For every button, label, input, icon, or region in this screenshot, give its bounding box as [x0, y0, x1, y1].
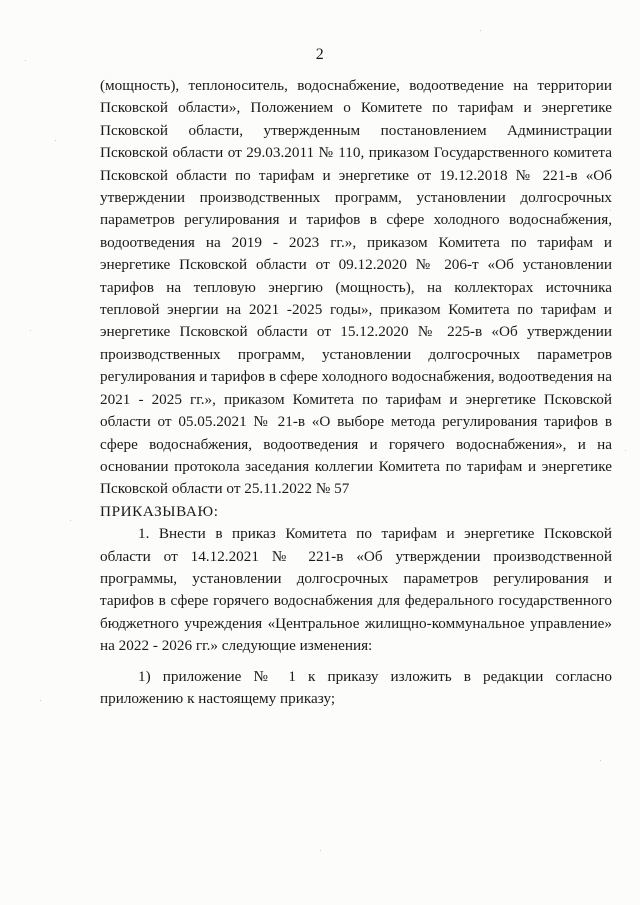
scan-speck: [25, 60, 26, 61]
scan-speck: [40, 700, 41, 701]
scan-speck: [610, 210, 611, 211]
subpoint-1-paragraph: 1) приложение № 1 к приказу изложить в редакции согласно приложению к настоящему приказу;: [100, 667, 612, 707]
page-number: 2: [315, 46, 325, 63]
scan-speck: [320, 850, 321, 851]
scan-speck: [55, 140, 56, 141]
scan-speck: [625, 450, 626, 451]
order-word: ПРИКАЗЫВАЮ:: [100, 502, 219, 520]
point-1-paragraph: 1. Внести в приказ Комитета по тарифам и энергетике Псковской области от 14.12.2021 № 221-в «Об утверждении производственной программы, установлении долгосрочных параметров регулирования и тарифов в сфере горячего водоснабжения для федерального государственного бюджетного учреждения «Центральное жилищно-коммунальное управление» на 2022 - 2026 гг.» следующие изменения:: [100, 525, 612, 655]
scan-speck: [70, 520, 71, 521]
scan-speck: [600, 760, 601, 761]
scan-speck: [30, 330, 31, 331]
document-body: [100, 75, 612, 710]
scan-speck: [480, 30, 481, 31]
continuation-paragraph: (мощность), теплоноситель, водоснабжение, водоотведение на территории Псковской области», Положением о Комитете по тарифам и энергетике Псковской области, утвержденным постановлением Администрации Псковской области от 29.03.2011 № 110, приказом Государственного комитета Псковской области по тарифам и энергетике от 19.12.2018 № 221-в «Об утверждении производственных программ, установлении долгосрочных параметров регулирования и тарифов в сфере холодного водоснабжения, водоотведения на 2019 - 2023 гг.», приказом Комитета по тарифам и энергетике Псковской области от 09.12.2020 № 206-т «Об установлении тарифов на тепловую энергию (мощность), на коллекторах источника тепловой энергии на 2021 -2025 годы», приказом Комитета по тарифам и энергетике Псковской области от 15.12.2020 № 225-в «Об утверждении производственных программ, установлении долгосрочных параметров регулирования и тарифов в сфере холодного водоснабжения, водоотведения на 2021 - 2025 гг.», приказом Комитета по тарифам и энергетике Псковской области от 05.05.2021 № 21-в «О выборе метода регулирования тарифов в сфере водоснабжения, водоотведения и горячего водоснабжения», и на основании протокола заседания коллегии Комитета по тарифам и энергетике Псковской области от 25.11.2022 № 57: [100, 77, 612, 498]
